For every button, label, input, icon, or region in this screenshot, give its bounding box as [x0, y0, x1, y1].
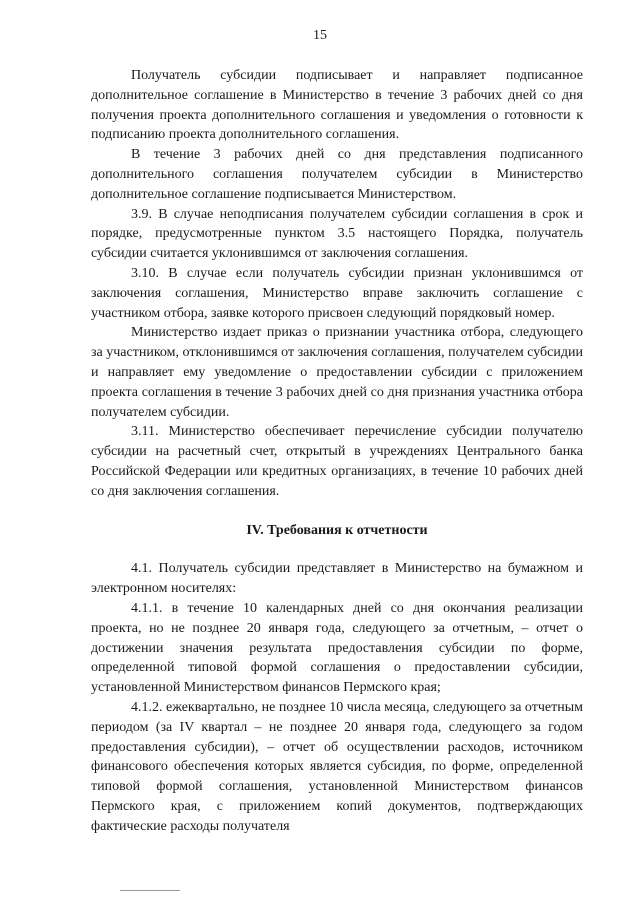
paragraph-4-1: 4.1. Получатель субсидии представляет в Министерство на бумажном и электронном носителях:	[91, 561, 583, 597]
section-heading: IV. Требования к отчетности	[246, 522, 428, 538]
document-body	[91, 66, 583, 836]
paragraph-3-9: 3.9. В случае неподписания получателем субсидии соглашения в срок и порядке, предусмотренные пунктом 3.5 настоящего Порядка, получатель субсидии считается уклонившимся от заключения соглашения.	[91, 206, 583, 262]
paragraph: Министерство издает приказ о признании участника отбора, следующего за участником, отклонившимся от заключения соглашения, получателем субсидии и направляет ему уведомление о предоставлении субсидии с приложением проекта соглашения в течение 3 рабочих дней со дня признания участника отбора получателем субсидии.	[91, 325, 583, 420]
paragraph-3-10: 3.10. В случае если получатель субсидии признан уклонившимся от заключения соглашения, Министерство вправе заключить соглашение с участником отбора, заявке которого присвоен следующий порядковый номер.	[91, 265, 583, 321]
paragraph-4-1-1: 4.1.1. в течение 10 календарных дней со дня окончания реализации проекта, но не позднее 20 января года, следующего за отчетным, – отчет о достижении значения результата предоставления субсидии по форме, определенной типовой формой соглашения о предоставлении субсидии, установленной Министерством финансов Пермского края;	[91, 600, 583, 696]
page-number: 15	[313, 28, 327, 43]
paragraph: Получатель субсидии подписывает и направляет подписанное дополнительное соглашение в Министерство в течение 3 рабочих дней со дня получения проекта дополнительного соглашения и уведомления о готовности к подписанию проекта дополнительного соглашения.	[91, 68, 583, 143]
paragraph: В течение 3 рабочих дней со дня представления подписанного дополнительного соглашения получателем субсидии в Министерство дополнительное соглашение подписывается Министерством.	[91, 147, 583, 202]
paragraph-3-11: 3.11. Министерство обеспечивает перечисление субсидии получателю субсидии на расчетный счет, открытый в учреждениях Центрального банка Российской Федерации или кредитных организациях, в течение 10 рабочих дней со дня заключения соглашения.	[91, 424, 583, 499]
paragraph-4-1-2: 4.1.2. ежеквартально, не позднее 10 числа месяца, следующего за отчетным периодом (за IV квартал – не позднее 20 января года, следующего за годом предоставления субсидии), – отчет об осуществлении расходов, источником финансового обеспечения которых является субсидия, по форме, определенной типовой формой соглашения, установленной Министерством финансов Пермского края, с приложением копий документов, подтверждающих фактические расходы получателя	[91, 699, 583, 834]
bottom-divider	[120, 890, 180, 891]
